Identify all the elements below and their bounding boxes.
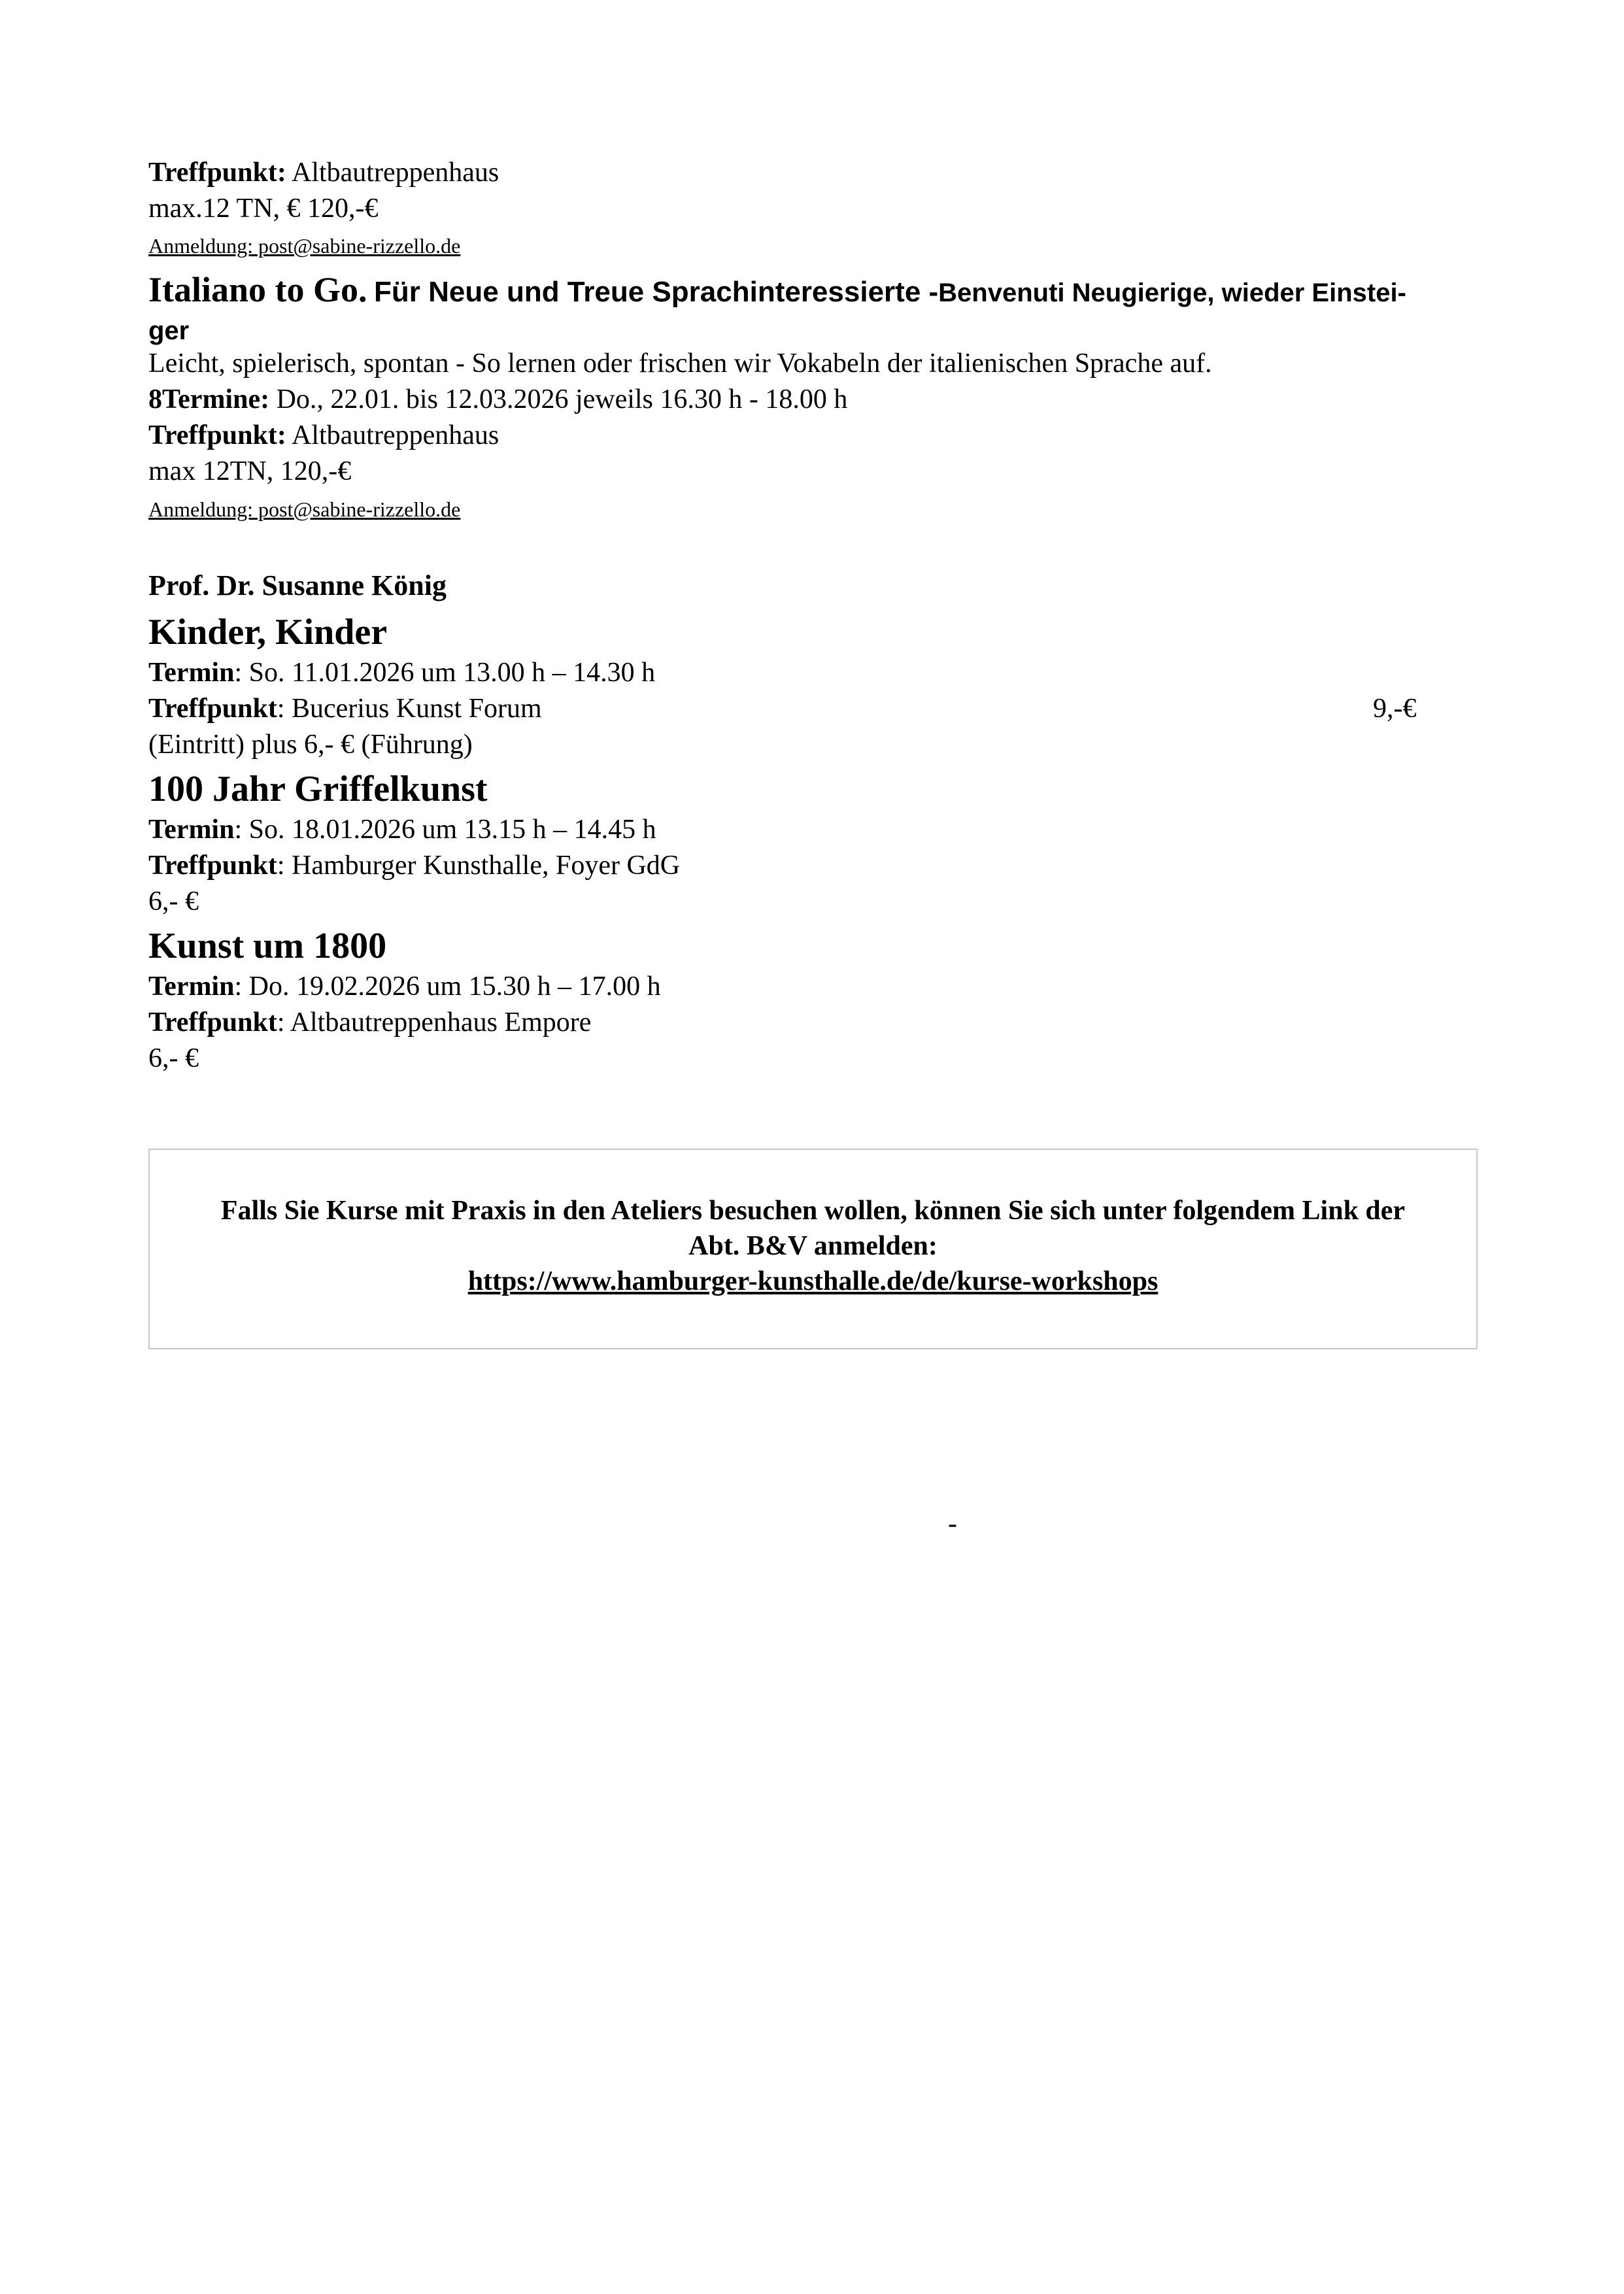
italiano-title-cont: ger	[148, 316, 190, 345]
speaker-name: Prof. Dr. Susanne König	[148, 569, 447, 601]
italiano-title-sub2: Benvenuti Neugierige, wieder Einstei-	[938, 278, 1406, 307]
event-title: Kunst um 1800	[148, 926, 387, 966]
italiano-title-sub1: Für Neue und Treue Sprachinteressierte -	[374, 276, 939, 308]
meeting-label: Treffpunkt:	[148, 420, 286, 450]
notice-line1: Falls Sie Kurse mit Praxis in den Ateliers besuchen wollen, können Sie sich unter folgendem Link der	[220, 1196, 1406, 1226]
meeting-value: : Altbautreppenhaus Empore	[277, 1007, 592, 1037]
termin-label: Termin	[148, 971, 235, 1002]
italiano-capacity: max 12TN, 120,-€	[148, 456, 352, 486]
italiano-registration-link[interactable]: Anmeldung: post@sabine-rizzello.de	[148, 498, 461, 521]
event-termin	[148, 813, 656, 847]
block1-meeting	[148, 156, 499, 190]
italiano-title-main: Italiano to Go.	[148, 270, 367, 309]
event-title: 100 Jahr Griffelkunst	[148, 769, 488, 809]
event-termin	[148, 970, 661, 1004]
termin-label: Termin	[148, 815, 235, 845]
event-price: 6,- €	[148, 886, 199, 917]
termin-value: : So. 18.01.2026 um 13.15 h – 14.45 h	[234, 815, 656, 845]
event-price: (Eintritt) plus 6,- € (Führung)	[148, 730, 473, 760]
italiano-meeting	[148, 418, 499, 452]
italiano-title	[148, 269, 1406, 310]
event-price: 6,- €	[148, 1043, 199, 1073]
notice-link[interactable]: https://www.hamburger-kunsthalle.de/de/kurse-workshops	[467, 1266, 1159, 1296]
meeting-value: : Hamburger Kunsthalle, Foyer GdG	[277, 851, 681, 881]
termin-value: : So. 11.01.2026 um 13.00 h – 14.30 h	[234, 658, 656, 688]
termin-label: Termin	[148, 658, 235, 688]
event-meeting	[148, 849, 680, 883]
meeting-value: Altbautreppenhaus	[292, 158, 499, 188]
event-meeting	[148, 692, 542, 726]
meeting-value: : Bucerius Kunst Forum	[277, 694, 542, 724]
dates-label: 8Termine:	[148, 384, 270, 414]
meeting-label: Treffpunkt	[148, 694, 277, 724]
italiano-dates	[148, 382, 847, 416]
event-title: Kinder, Kinder	[148, 612, 388, 652]
dates-value: Do., 22.01. bis 12.03.2026 jeweils 16.30 h - 18.00 h	[276, 384, 848, 414]
event-termin	[148, 656, 655, 690]
meeting-label: Treffpunkt:	[148, 158, 286, 188]
block1-capacity: max.12 TN, € 120,-€	[148, 194, 379, 224]
block1-registration-link[interactable]: Anmeldung: post@sabine-rizzello.de	[148, 234, 461, 258]
termin-value: : Do. 19.02.2026 um 15.30 h – 17.00 h	[234, 971, 661, 1002]
meeting-label: Treffpunkt	[148, 851, 277, 881]
meeting-label: Treffpunkt	[148, 1007, 277, 1037]
meeting-value: Altbautreppenhaus	[292, 420, 499, 450]
notice-line2: Abt. B&V anmelden:	[688, 1231, 938, 1261]
event-meeting	[148, 1005, 591, 1039]
event-price-right: 9,-€	[1373, 694, 1417, 724]
footer-mark: -	[948, 1509, 957, 1539]
notice-box	[148, 1149, 1478, 1349]
italiano-description: Leicht, spielerisch, spontan - So lernen oder frischen wir Vokabeln der italienischen Sprache auf.	[148, 348, 1212, 379]
